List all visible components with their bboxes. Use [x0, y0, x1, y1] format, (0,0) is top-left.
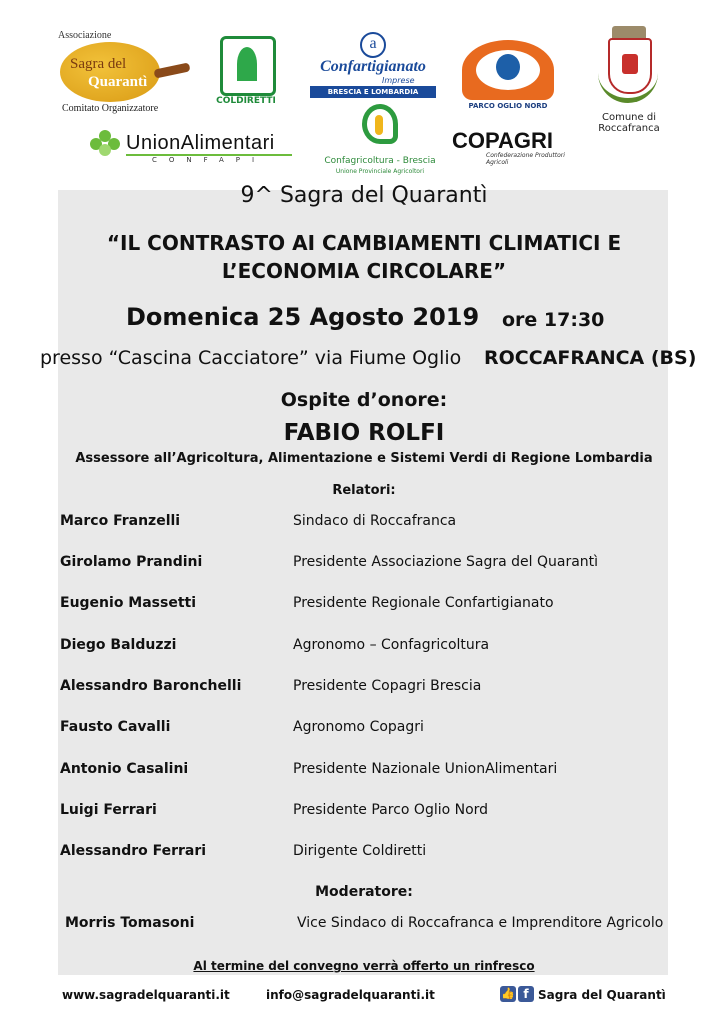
parco-label: PARCO OGLIO NORD [468, 102, 548, 110]
event-title-line2: L’ECONOMIA CIRCOLARE” [221, 259, 507, 283]
confagricoltura-sub: Unione Provinciale Agricoltori [335, 168, 425, 175]
copagri-logo [452, 126, 570, 166]
edition-title: 9^ Sagra del Quarantì [240, 183, 488, 208]
event-venue: presso “Cascina Cacciatore” via Fiume Oglio [40, 347, 462, 369]
speaker-name: Diego Balduzzi [60, 637, 177, 653]
confartigianato-region: BRESCIA E LOMBARDIA ORIENTALE [310, 86, 436, 98]
union-sub: CONFAPI [151, 156, 267, 164]
coldiretti-label: COLDIRETTI [216, 96, 276, 106]
speakers-heading: Relatori: [332, 483, 396, 498]
speaker-role: Presidente Nazionale UnionAlimentari [293, 761, 558, 777]
board-handle-icon [153, 62, 190, 78]
facebook-icon: f [518, 986, 534, 1002]
crown-icon [612, 26, 646, 38]
copagri-sub: Confederazione Produttori Agricoli [486, 152, 565, 166]
sagra-logo-line1: Sagra del [70, 56, 127, 72]
event-date: Domenica 25 Agosto 2019 [126, 303, 480, 331]
coldiretti-emblem-icon [220, 36, 276, 96]
union-leaf-icon [90, 130, 120, 156]
comune-logo [570, 22, 688, 134]
wreath-icon [598, 62, 658, 103]
comune-label: Comune di Roccafranca [598, 112, 660, 134]
speaker-role: Sindaco di Roccafranca [293, 513, 457, 529]
confartigianato-name: Confartigianato [320, 58, 426, 75]
sagra-logo-assoc: Associazione [58, 30, 112, 41]
guest-role: Assessore all’Agricoltura, Alimentazione e Sistemi Verdi di Regione Lombardia [75, 451, 653, 466]
speaker-name: Eugenio Massetti [60, 595, 197, 611]
coldiretti-logo [214, 36, 278, 108]
moderator-heading: Moderatore: [315, 884, 413, 900]
sagra-logo-committee: Comitato Organizzatore [62, 103, 159, 114]
speaker-name: Fausto Cavalli [60, 719, 171, 735]
copagri-name: COPAGRI [452, 128, 554, 153]
event-title [0, 229, 728, 285]
event-title-line1: “IL CONTRASTO AI CAMBIAMENTI CLIMATICI E [106, 231, 622, 255]
event-city: ROCCAFRANCA (BS) [484, 347, 697, 369]
speaker-role: Presidente Associazione Sagra del Quarantì [293, 554, 599, 570]
moderator-name: Morris Tomasoni [65, 915, 195, 931]
speaker-role: Presidente Copagri Brescia [293, 678, 482, 694]
speaker-name: Girolamo Prandini [60, 554, 203, 570]
website-link[interactable]: www.sagradelquaranti.it [62, 988, 230, 1002]
speaker-name: Luigi Ferrari [60, 802, 157, 818]
thumbs-up-icon: 👍 [501, 987, 515, 1000]
email-link[interactable]: info@sagradelquaranti.it [266, 988, 435, 1002]
speaker-name: Alessandro Baronchelli [60, 678, 242, 694]
confagricoltura-wheat-icon [362, 104, 398, 144]
facebook-page-name: Sagra del Quarantì [538, 988, 666, 1002]
guest-heading: Ospite d’onore: [280, 389, 448, 411]
guest-name: FABIO ROLFI [283, 420, 445, 446]
event-time: ore 17:30 [502, 309, 605, 331]
confartigianato-logo [308, 32, 438, 108]
confartigianato-sub: Imprese [382, 76, 415, 85]
refreshment-note: Al termine del convegno verrà offerto un rinfresco [193, 959, 535, 973]
speaker-name: Marco Franzelli [60, 513, 181, 529]
speaker-role: Agronomo Copagri [293, 719, 424, 735]
sagra-logo-line2: Quarantì [88, 74, 148, 90]
unionalimentari-logo [90, 126, 292, 166]
confartigianato-a-icon: a [360, 32, 386, 58]
speaker-role: Presidente Parco Oglio Nord [293, 802, 489, 818]
speaker-role: Agronomo – Confagricoltura [293, 637, 490, 653]
speaker-name: Alessandro Ferrari [60, 843, 207, 859]
parco-globe-icon [496, 54, 520, 80]
confagricoltura-name: Confagricoltura - Brescia [324, 156, 436, 166]
confagricoltura-logo [322, 104, 438, 180]
sagra-logo [58, 30, 188, 118]
speaker-name: Antonio Casalini [60, 761, 189, 777]
union-name: UnionAlimentari [126, 132, 275, 154]
parco-oglio-logo [462, 40, 556, 112]
speaker-role: Dirigente Coldiretti [293, 843, 427, 859]
speaker-role: Presidente Regionale Confartigianato [293, 595, 554, 611]
moderator-role: Vice Sindaco di Roccafranca e Imprenditore Agricolo [297, 915, 664, 931]
